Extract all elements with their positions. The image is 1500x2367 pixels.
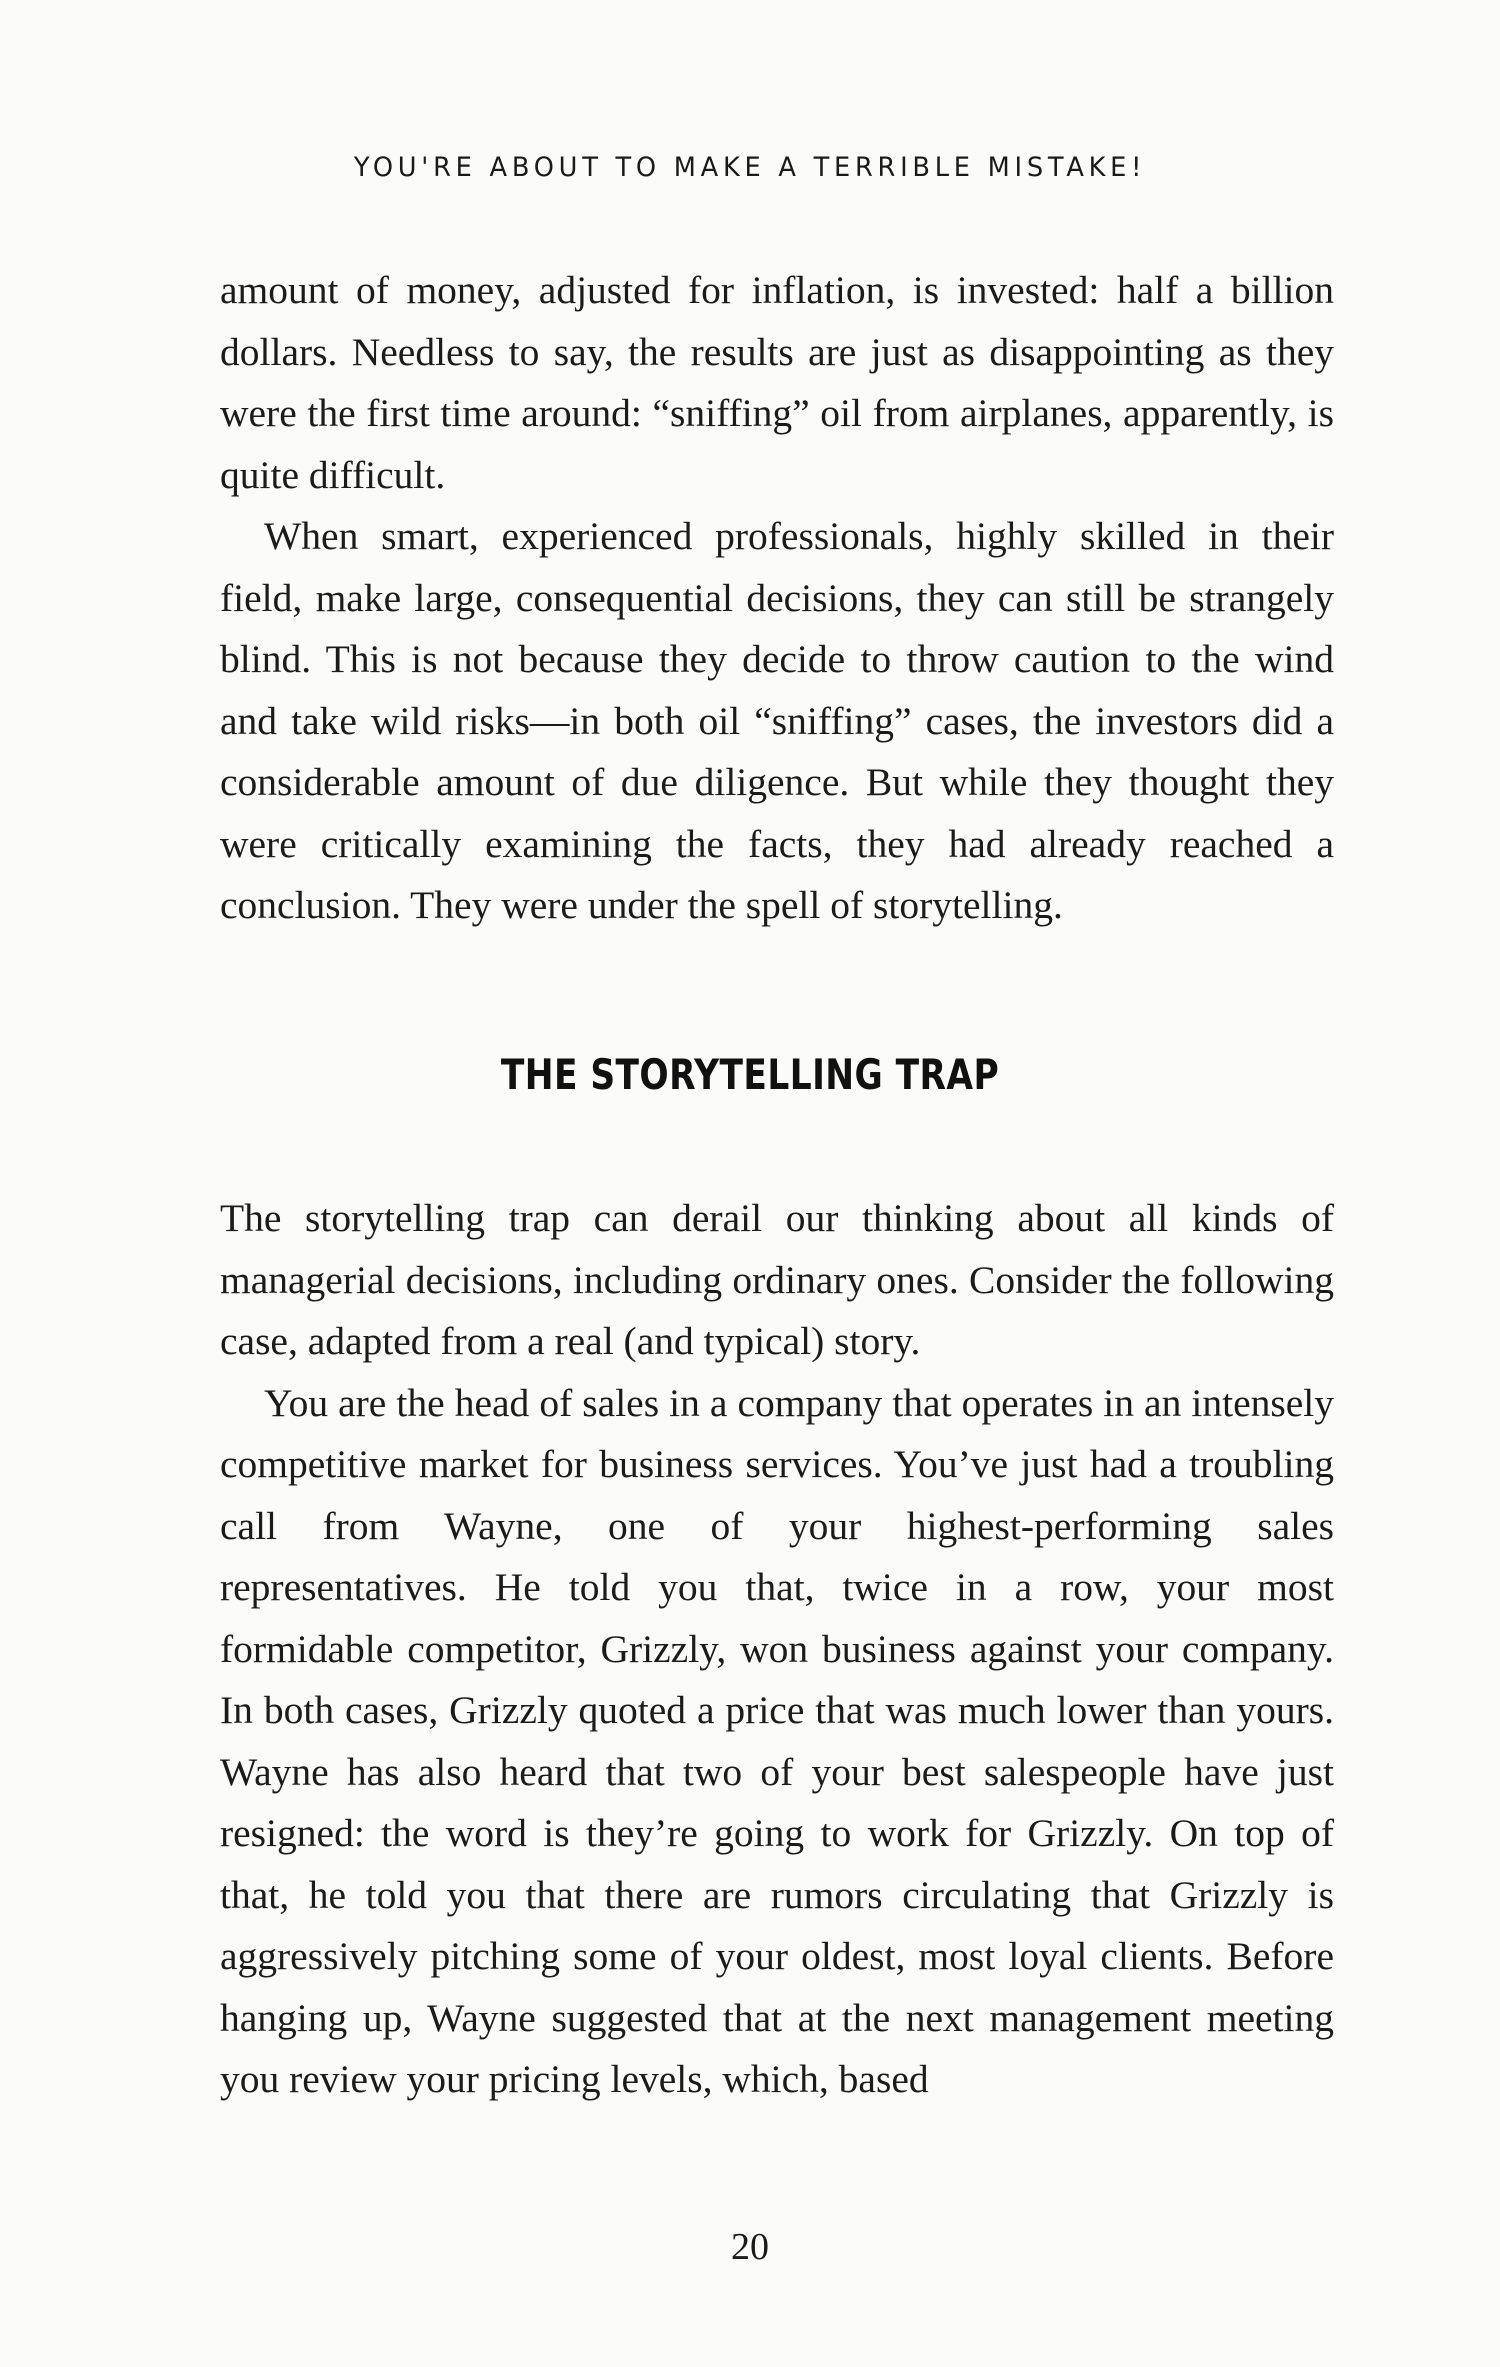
paragraph-continuation: amount of money, adjusted for inflation, is invested: half a billion dollars. Needless to say, the results are just as disappointing as they were the first time around: “sniffing” oil from airplanes, apparently, is quite difficult. bbox=[220, 268, 1334, 497]
body-text-top bbox=[220, 260, 1334, 937]
paragraph: When smart, experienced professionals, highly skilled in their field, make large, consequential decisions, they can still be strangely blind. This is not because they decide to throw caution to the wind and take wild risks—in both oil “sniffing” cases, the investors did a considerable amount of due diligence. But while they thought they were critically examining the facts, they had already reached a conclusion. They were under the spell of storytelling. bbox=[220, 514, 1334, 927]
running-head: YOU'RE ABOUT TO MAKE A TERRIBLE MISTAKE! bbox=[353, 152, 1147, 183]
paragraph: The storytelling trap can derail our thinking about all kinds of managerial decisions, including ordinary ones. Consider the following case, adapted from a real (and typical) story. bbox=[220, 1196, 1334, 1363]
body-text-bottom bbox=[220, 1188, 1334, 2111]
paragraph: You are the head of sales in a company that operates in an intensely competitive market for business services. You’ve just had a troubling call from Wayne, one of your highest-performing sales representatives. He told you that, twice in a row, your most formidable competitor, Grizzly, won business against your company. In both cases, Grizzly quoted a price that was much lower than yours. Wayne has also heard that two of your best salespeople have just resigned: the word is they’re going to work for Grizzly. On top of that, he told you that there are rumors circulating that Grizzly is aggressively pitching some of your oldest, most loyal clients. Before hanging up, Wayne suggested that at the next management meeting you review your pricing levels, which, based bbox=[220, 1380, 1334, 2101]
section-heading: THE STORYTELLING TRAP bbox=[500, 1050, 1000, 1099]
page-number: 20 bbox=[731, 2226, 769, 2268]
